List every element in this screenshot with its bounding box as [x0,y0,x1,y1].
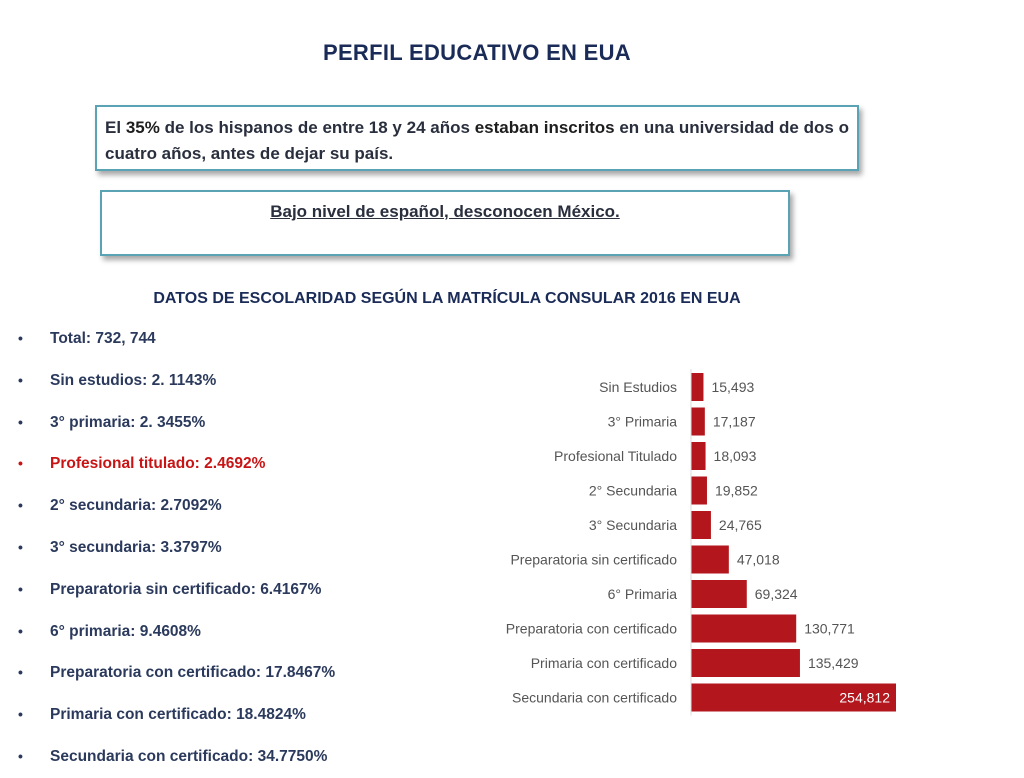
stat-value: 34.7750% [257,747,328,765]
stat-value: 6.4167% [260,580,322,598]
value-label: 15,493 [711,379,755,395]
stat-value: 3.3797% [160,538,222,556]
stat-label: Sin estudios: [50,371,152,389]
callout-text-part3: en una universidad de dos o cuatro años, antes de dejar su país. [105,118,849,163]
value-label: 47,018 [736,551,780,568]
stat-label: 6° primaria: [50,622,140,640]
section-subtitle: DATOS DE ESCOLARIDAD SEGÚN LA MATRÍCULA CONSULAR 2016 EN EUA [153,290,741,307]
value-label: 17,187 [712,413,756,430]
callout-spanish-text: Bajo nivel de español, desconocen México. [270,202,620,221]
value-label: 130,771 [804,620,855,637]
list-item [18,569,335,611]
category-label: Sin Estudios [599,379,677,395]
callout-spanish-level [100,190,790,256]
callout-percent: 35% [125,118,160,137]
stat-label: 3° primaria: [50,413,140,431]
stat-label: 2° secundaria: [50,497,161,515]
callout-emphasis: estaban inscritos [474,118,615,137]
bar-8 [691,649,800,677]
category-label: 2° Secundaria [588,482,677,499]
category-label: Preparatoria con certificado [505,620,677,637]
callout-hispanic-enrollment [95,105,859,171]
list-item [18,402,335,444]
value-label: 135,429 [807,655,859,671]
enrollment-bar-chart [460,365,920,725]
bar-1 [691,408,705,436]
value-label: 24,765 [718,517,762,533]
stat-value: 2. 3455% [139,413,206,431]
bar-7 [691,615,796,643]
bar-4 [691,511,711,539]
bar-3 [691,477,707,505]
stat-value: 17.8467% [265,664,336,682]
page-title: PERFIL EDUCATIVO EN EUA [322,40,631,65]
value-label: 19,852 [714,482,758,499]
category-label: Profesional Titulado [554,448,677,464]
bar-5 [691,546,729,574]
value-label: 18,093 [713,448,757,464]
value-label: 254,812 [839,689,890,706]
category-label: Preparatoria sin certificado [510,551,677,568]
stat-label: Preparatoria sin certificado: [50,580,261,598]
category-label: Primaria con certificado [530,655,677,671]
list-item [18,652,335,694]
list-item [18,360,335,402]
bar-6 [691,580,747,608]
category-label: 3° Primaria [607,413,677,430]
list-item [18,318,335,360]
value-label: 69,324 [754,586,798,602]
category-label: 3° Secundaria [588,517,677,533]
category-label: 6° Primaria [607,586,677,602]
bar-0 [691,373,703,401]
stat-value: 18.4824% [236,706,306,724]
education-stats-list [18,318,335,778]
category-label: Secundaria con certificado [512,689,677,706]
list-item [18,611,335,653]
list-item [18,485,335,527]
stat-value: 9.4608% [139,622,201,640]
list-item [18,736,335,778]
list-item [18,527,335,569]
stat-label: 3° secundaria: [50,538,161,556]
stat-value: 2. 1143% [151,371,217,389]
callout-text-part2: de los hispanos de entre 18 y 24 años [159,118,475,137]
callout-text-part1: El [105,118,126,137]
stat-label: Preparatoria con certificado: [50,664,266,682]
stat-label: Primaria con certificado: [50,706,237,724]
stat-value: 2.4692% [204,455,266,473]
stat-value: 732, 744 [95,330,156,347]
stat-label: Profesional titulado: [50,455,205,473]
stat-label: Secundaria con certificado: [50,747,258,765]
stat-value: 2.7092% [160,497,222,515]
stat-label: Total: [50,330,96,347]
bar-2 [691,442,706,470]
list-item [18,443,335,485]
list-item [18,694,335,736]
